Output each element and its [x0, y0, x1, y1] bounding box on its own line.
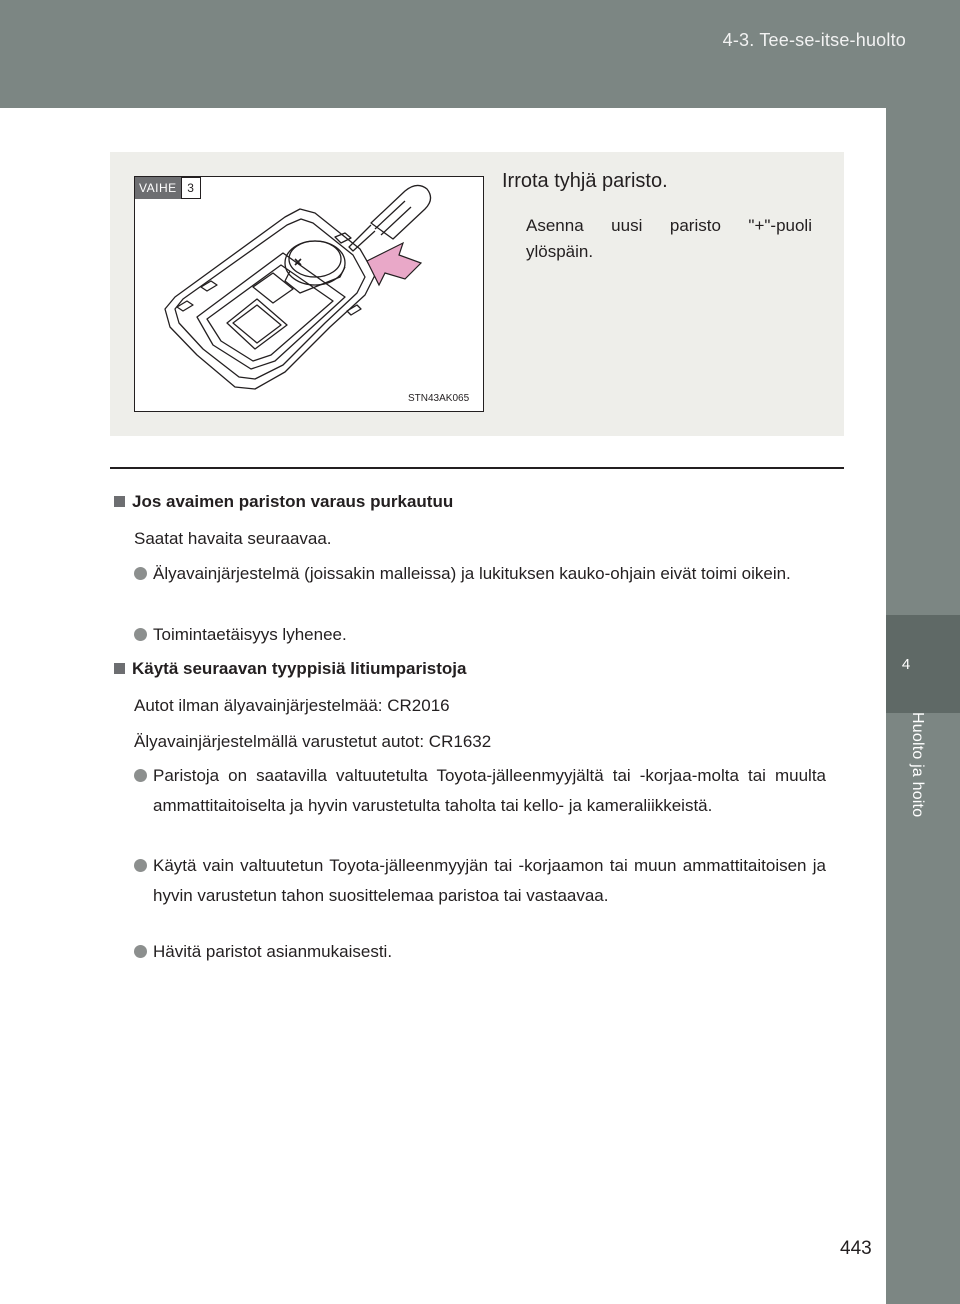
- page-header: [0, 0, 960, 108]
- list-item: Hävitä paristot asianmukaisesti.: [134, 937, 826, 967]
- figure-code: STN43AK065: [408, 393, 470, 404]
- list-item: Toimintaetäisyys lyhenee.: [134, 620, 826, 650]
- step-instruction: Irrota tyhjä paristo.: [502, 170, 668, 192]
- paragraph: Älyavainjärjestelmällä varustetut autot: CR1632: [134, 732, 492, 751]
- bullet-dot-icon: [134, 859, 147, 872]
- list-item: Älyavainjärjestelmä (joissakin malleissa) ja lukituksen kauko-ohjain eivät toimi oikein.: [134, 559, 826, 589]
- bullet-dot-icon: [134, 769, 147, 782]
- chapter-number: 4: [901, 656, 911, 673]
- step-number: 3: [181, 177, 201, 199]
- key-battery-illustration: [135, 177, 481, 409]
- page-number: 443: [840, 1238, 872, 1259]
- step-note: Asenna uusi paristo "+"-puoli ylöspäin.: [526, 216, 812, 261]
- step-label: VAIHE: [135, 177, 181, 199]
- chapter-title: Huolto ja hoito: [909, 712, 926, 818]
- bullet-dot-icon: [134, 567, 147, 580]
- square-bullet-icon: [114, 496, 125, 507]
- section-heading: Käytä seuraavan tyyppisiä litiumparistoja: [114, 659, 466, 679]
- side-tab-upper: [886, 108, 960, 615]
- square-bullet-icon: [114, 663, 125, 674]
- list-item: Paristoja on saatavilla valtuutetulta Toyota-jälleenmyyjältä tai -korjaa-molta tai muulta ammattitaitoiselta ja hyvin varustetulta taholta tai kello- ja kameraliikkeistä.: [134, 761, 826, 821]
- section-heading: Jos avaimen pariston varaus purkautuu: [114, 492, 453, 512]
- paragraph: Saatat havaita seuraavaa.: [134, 529, 332, 548]
- paragraph: Autot ilman älyavainjärjestelmää: CR2016: [134, 696, 450, 715]
- list-item: Käytä vain valtuutetun Toyota-jälleenmyyjän tai -korjaamon tai muun ammattitaitoisen ja hyvin varustetun tahon suosittelemaa paristoa tai vastaavaa.: [134, 851, 826, 911]
- step-badge: [135, 177, 201, 199]
- section-title: 4-3. Tee-se-itse-huolto: [722, 30, 906, 50]
- divider: [110, 467, 844, 469]
- bullet-dot-icon: [134, 945, 147, 958]
- bullet-dot-icon: [134, 628, 147, 641]
